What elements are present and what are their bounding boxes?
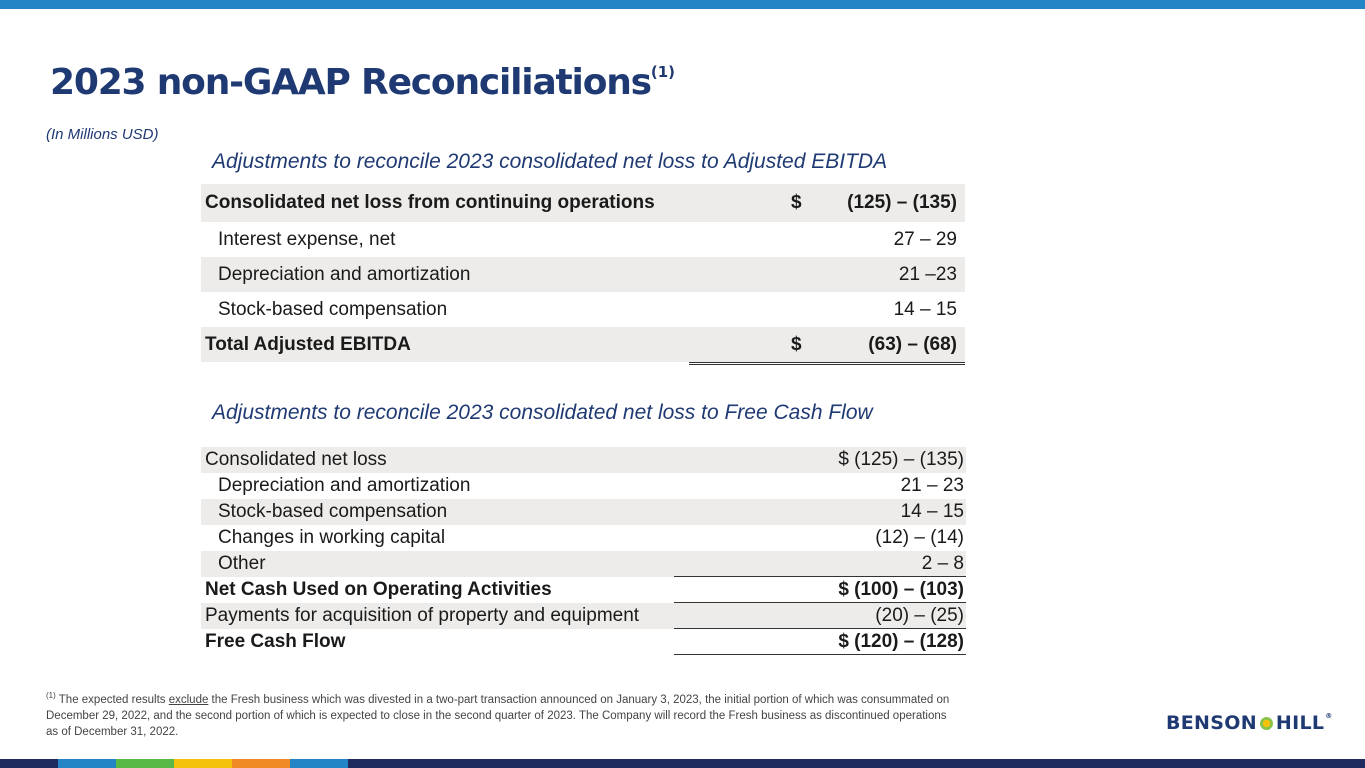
- table-row: [201, 551, 966, 577]
- double-underline: [689, 362, 965, 365]
- footnote-marker: (1): [46, 691, 56, 700]
- table-row: [201, 222, 965, 257]
- page-title-text: 2023 non-GAAP Reconciliations: [50, 62, 651, 103]
- page-title: [50, 62, 675, 103]
- row-value: 2 – 8: [921, 553, 964, 574]
- footnote: [46, 688, 961, 740]
- table-row-total: [201, 629, 966, 655]
- row-value: 21 – 23: [900, 475, 964, 496]
- table-row: [201, 473, 966, 499]
- row-value: 14 – 15: [893, 298, 957, 320]
- bottom-bar-segment: [58, 759, 116, 768]
- row-value: $ (100) – (103): [838, 579, 964, 600]
- row-label: Payments for acquisition of property and equipment: [205, 605, 640, 626]
- bottom-accent-bar: [0, 759, 1365, 768]
- footnote-underlined-word: exclude: [168, 693, 209, 706]
- table-row-total: [201, 327, 965, 362]
- bottom-bar-segment: [0, 759, 58, 768]
- fcf-section-heading: Adjustments to reconcile 2023 consolidated net loss to Free Cash Flow: [212, 401, 873, 424]
- row-label: Interest expense, net: [218, 228, 396, 250]
- units-note: (In Millions USD): [46, 126, 159, 143]
- row-value: $ (125) – (135): [838, 449, 964, 470]
- row-label: Changes in working capital: [218, 527, 446, 548]
- footnote-text-pre: The expected results: [55, 693, 169, 706]
- row-label: Depreciation and amortization: [218, 475, 471, 496]
- sun-icon: [1260, 717, 1273, 730]
- row-label: Stock-based compensation: [218, 501, 448, 522]
- table-row: [201, 292, 965, 327]
- footnote-text-post: the Fresh business which was divested in a two-part transaction announced on January 3, 2023, the initial portion of which was consummated on December 29, 2022, and the second portion of which is expected to close in the second quarter of 2023. The Company will record the Fresh business as discontinued operations as of December 31, 2022.: [46, 693, 950, 738]
- row-value: (63) – (68): [868, 333, 957, 355]
- row-label: Depreciation and amortization: [218, 263, 471, 285]
- ebitda-table: [201, 184, 965, 362]
- bottom-bar-segment: [174, 759, 232, 768]
- row-dollar-sign: $: [791, 192, 802, 213]
- row-label: Net Cash Used on Operating Activities: [205, 579, 552, 600]
- table-row: [201, 525, 966, 551]
- table-row: [201, 499, 966, 525]
- registered-mark: ®: [1325, 712, 1333, 720]
- row-label: Consolidated net loss from continuing operations: [205, 192, 655, 213]
- logo-word-right: HILL: [1275, 712, 1325, 734]
- bottom-bar-segment: [290, 759, 348, 768]
- table-row: [201, 447, 966, 473]
- row-value: (20) – (25): [875, 605, 964, 626]
- table-row: [201, 603, 966, 629]
- row-label: Other: [218, 553, 266, 574]
- row-value: (12) – (14): [875, 527, 964, 548]
- row-dollar-sign: $: [791, 333, 802, 355]
- row-value: (125) – (135): [847, 192, 957, 213]
- title-footnote-marker: (1): [650, 63, 676, 81]
- row-value: 21 –23: [898, 263, 957, 285]
- row-rule: [674, 654, 966, 655]
- row-label: Total Adjusted EBITDA: [205, 333, 411, 355]
- ebitda-section-heading: Adjustments to reconcile 2023 consolidated net loss to Adjusted EBITDA: [212, 150, 888, 173]
- table-row: [201, 184, 965, 222]
- row-label: Free Cash Flow: [205, 631, 346, 652]
- fcf-table: [201, 447, 966, 655]
- logo-word-left: BENSON: [1166, 712, 1257, 734]
- table-row-subtotal: [201, 577, 966, 603]
- table-row: [201, 257, 965, 292]
- bottom-bar-segment: [116, 759, 174, 768]
- row-value: 14 – 15: [900, 501, 964, 522]
- row-value: 27 – 29: [893, 228, 957, 250]
- row-label: Stock-based compensation: [218, 298, 448, 320]
- row-label: Consolidated net loss: [205, 449, 387, 470]
- bottom-bar-segment: [348, 759, 1365, 768]
- bottom-bar-segment: [232, 759, 290, 768]
- top-accent-bar: [0, 0, 1365, 9]
- row-value: $ (120) – (128): [838, 631, 964, 652]
- benson-hill-logo: [1166, 712, 1333, 734]
